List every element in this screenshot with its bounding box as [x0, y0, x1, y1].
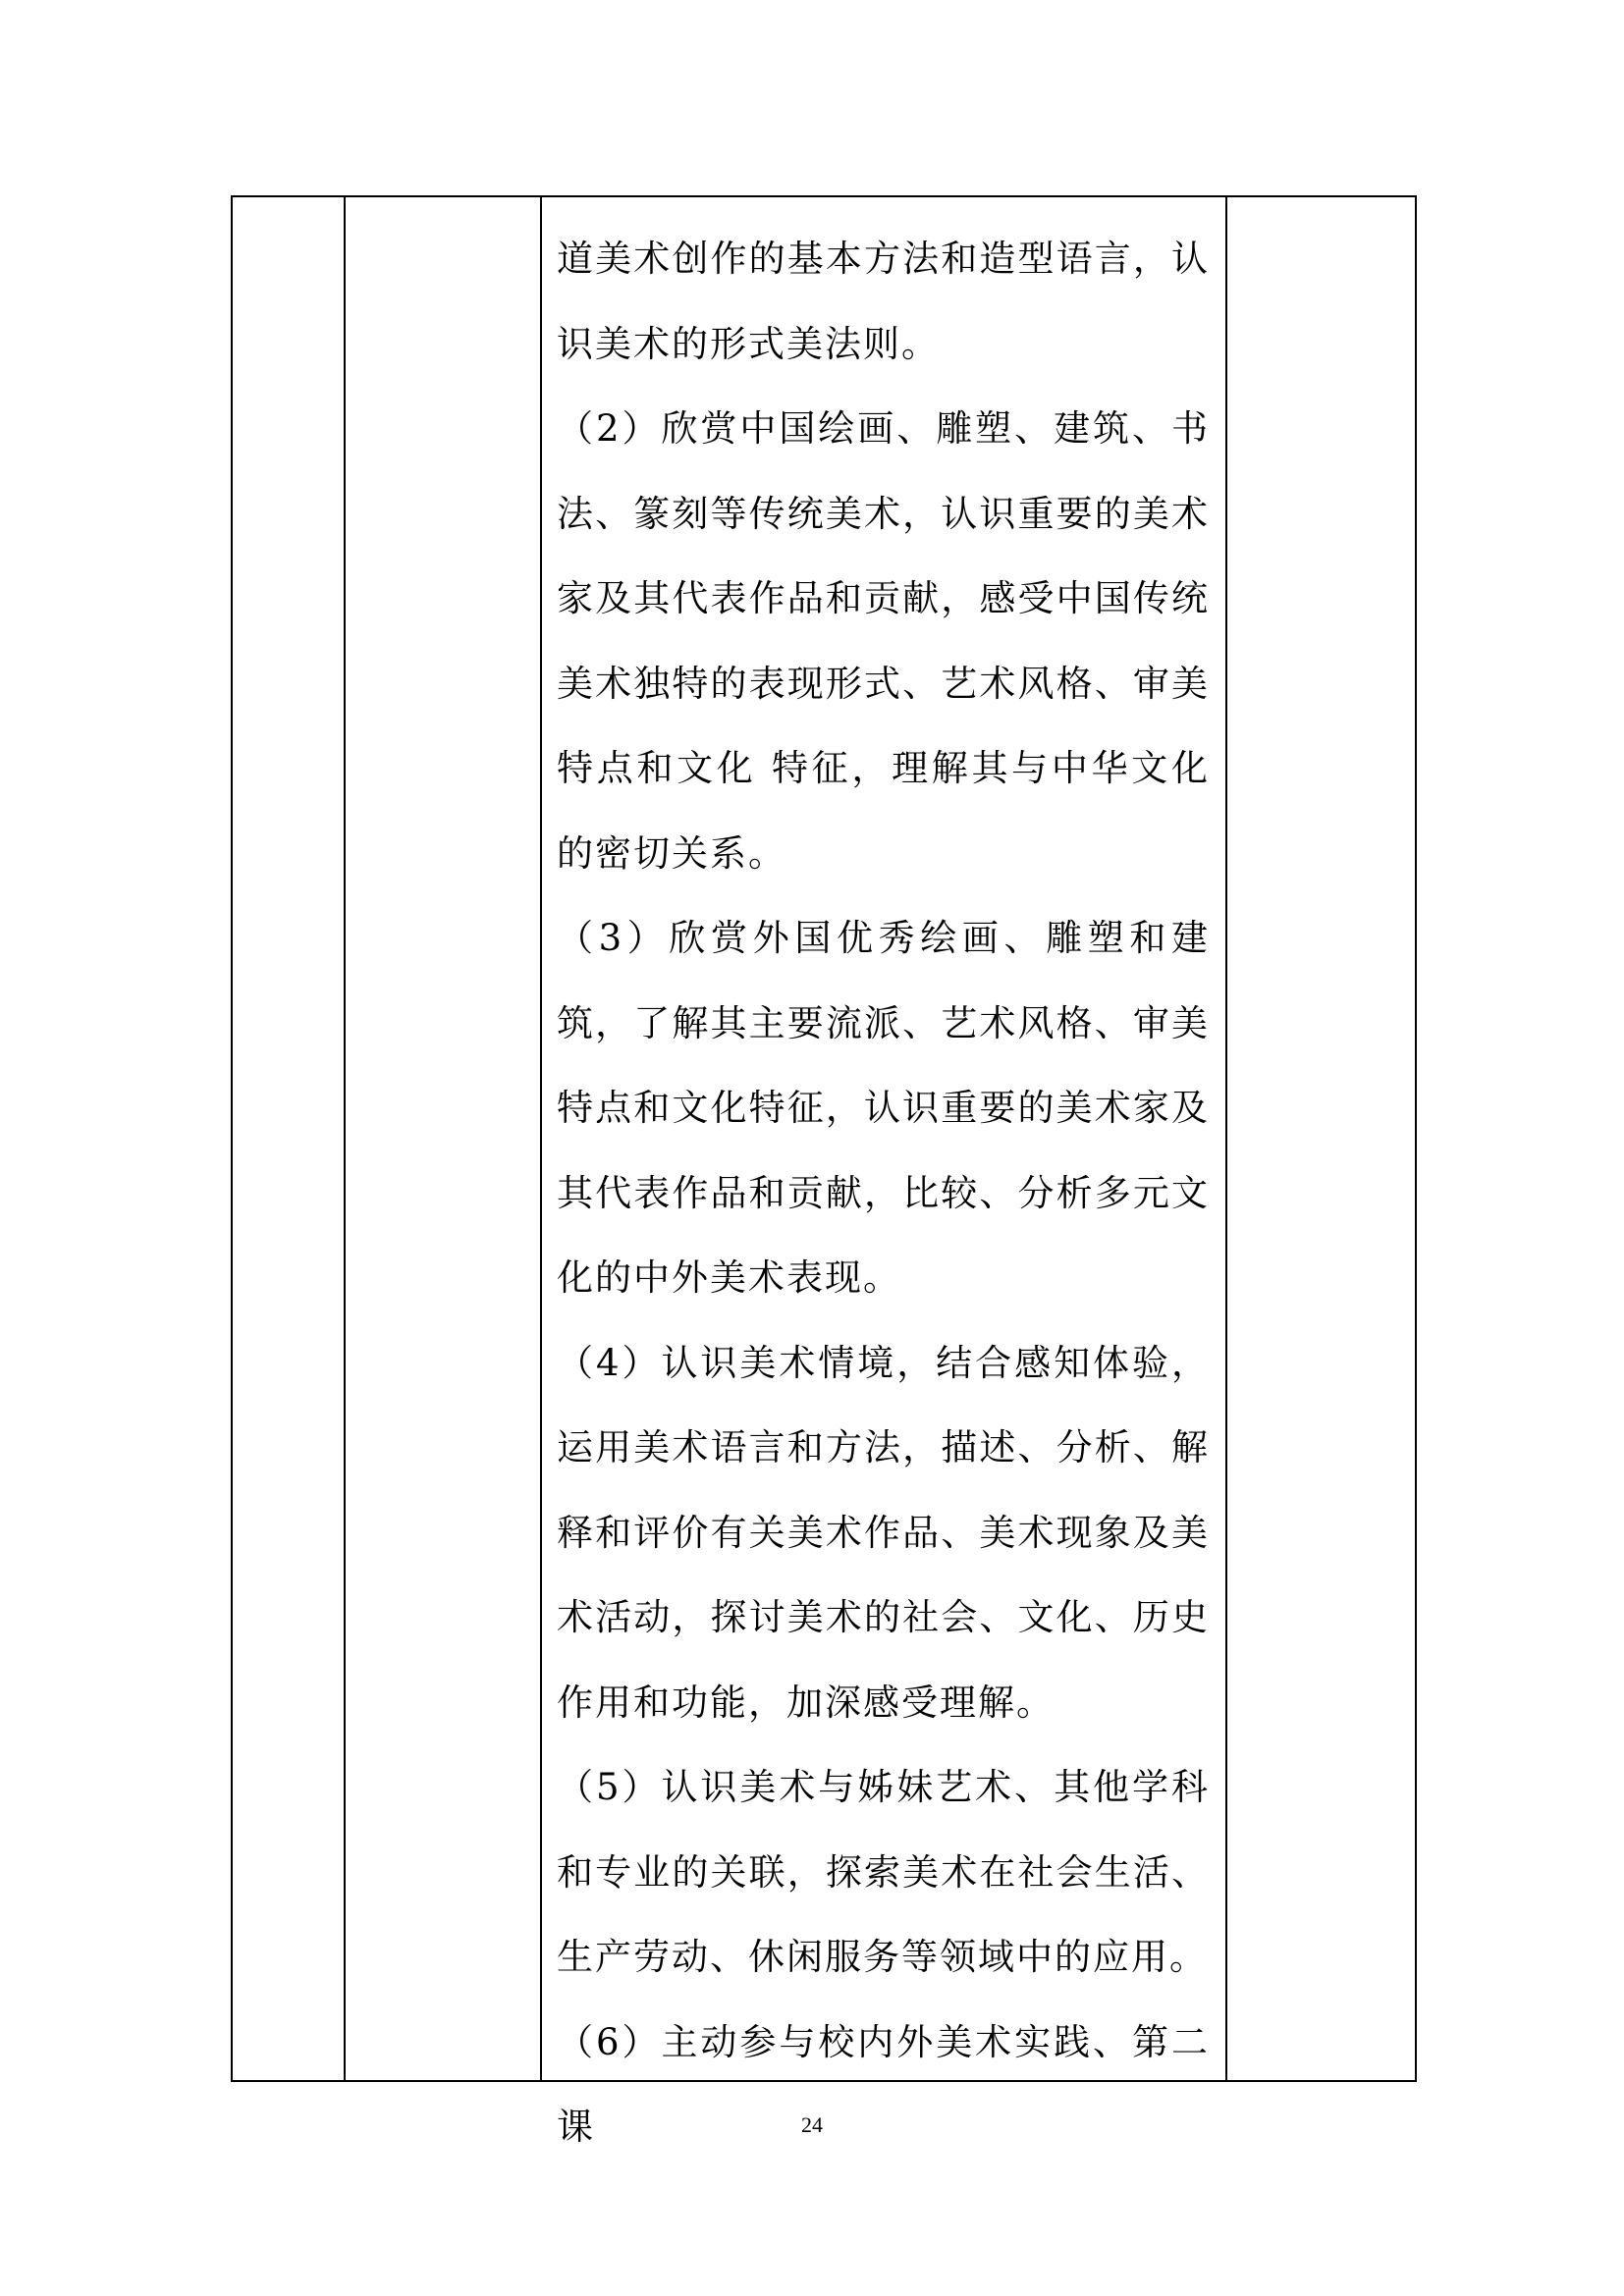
column-divider-3	[1225, 197, 1227, 2080]
column-divider-2	[540, 197, 542, 2080]
paragraph-4: （4）认识美术情境，结合感知体验，运用美术语言和方法，描述、分析、解释和评价有关美术作品、美术现象及美术活动，探讨美术的社会、文化、历史作用和功能，加深感受理解。	[557, 1341, 1210, 1724]
paragraph-3: （3）欣赏外国优秀绘画、雕塑和建筑，了解其主要流派、艺术风格、审美特点和文化特征，认识重要的美术家及其代表作品和贡献，比较、分析多元文化的中外美术表现。	[557, 917, 1210, 1299]
paragraph-6: （6）主动参与校内外美术实践、第二课	[557, 2020, 1210, 2148]
paragraph-2: （2）欣赏中国绘画、雕塑、建筑、书法、篆刻等传统美术，认识重要的美术家及其代表作品和贡献，感受中国传统美术独特的表现形式、艺术风格、审美特点和文化 特征，理解其与中华文化的密切关系。	[557, 407, 1210, 875]
column-divider-1	[344, 197, 346, 2080]
paragraph-5: （5）认识美术与姊妹艺术、其他学科和专业的关联，探索美术在社会生活、生产劳动、休闲服务等领域中的应用。	[557, 1766, 1210, 1978]
paragraph-1: 道美术创作的基本方法和造型语言，认识美术的形式美法则。	[557, 238, 1210, 365]
content-cell	[557, 217, 1210, 2170]
page-number: 24	[801, 2112, 823, 2137]
